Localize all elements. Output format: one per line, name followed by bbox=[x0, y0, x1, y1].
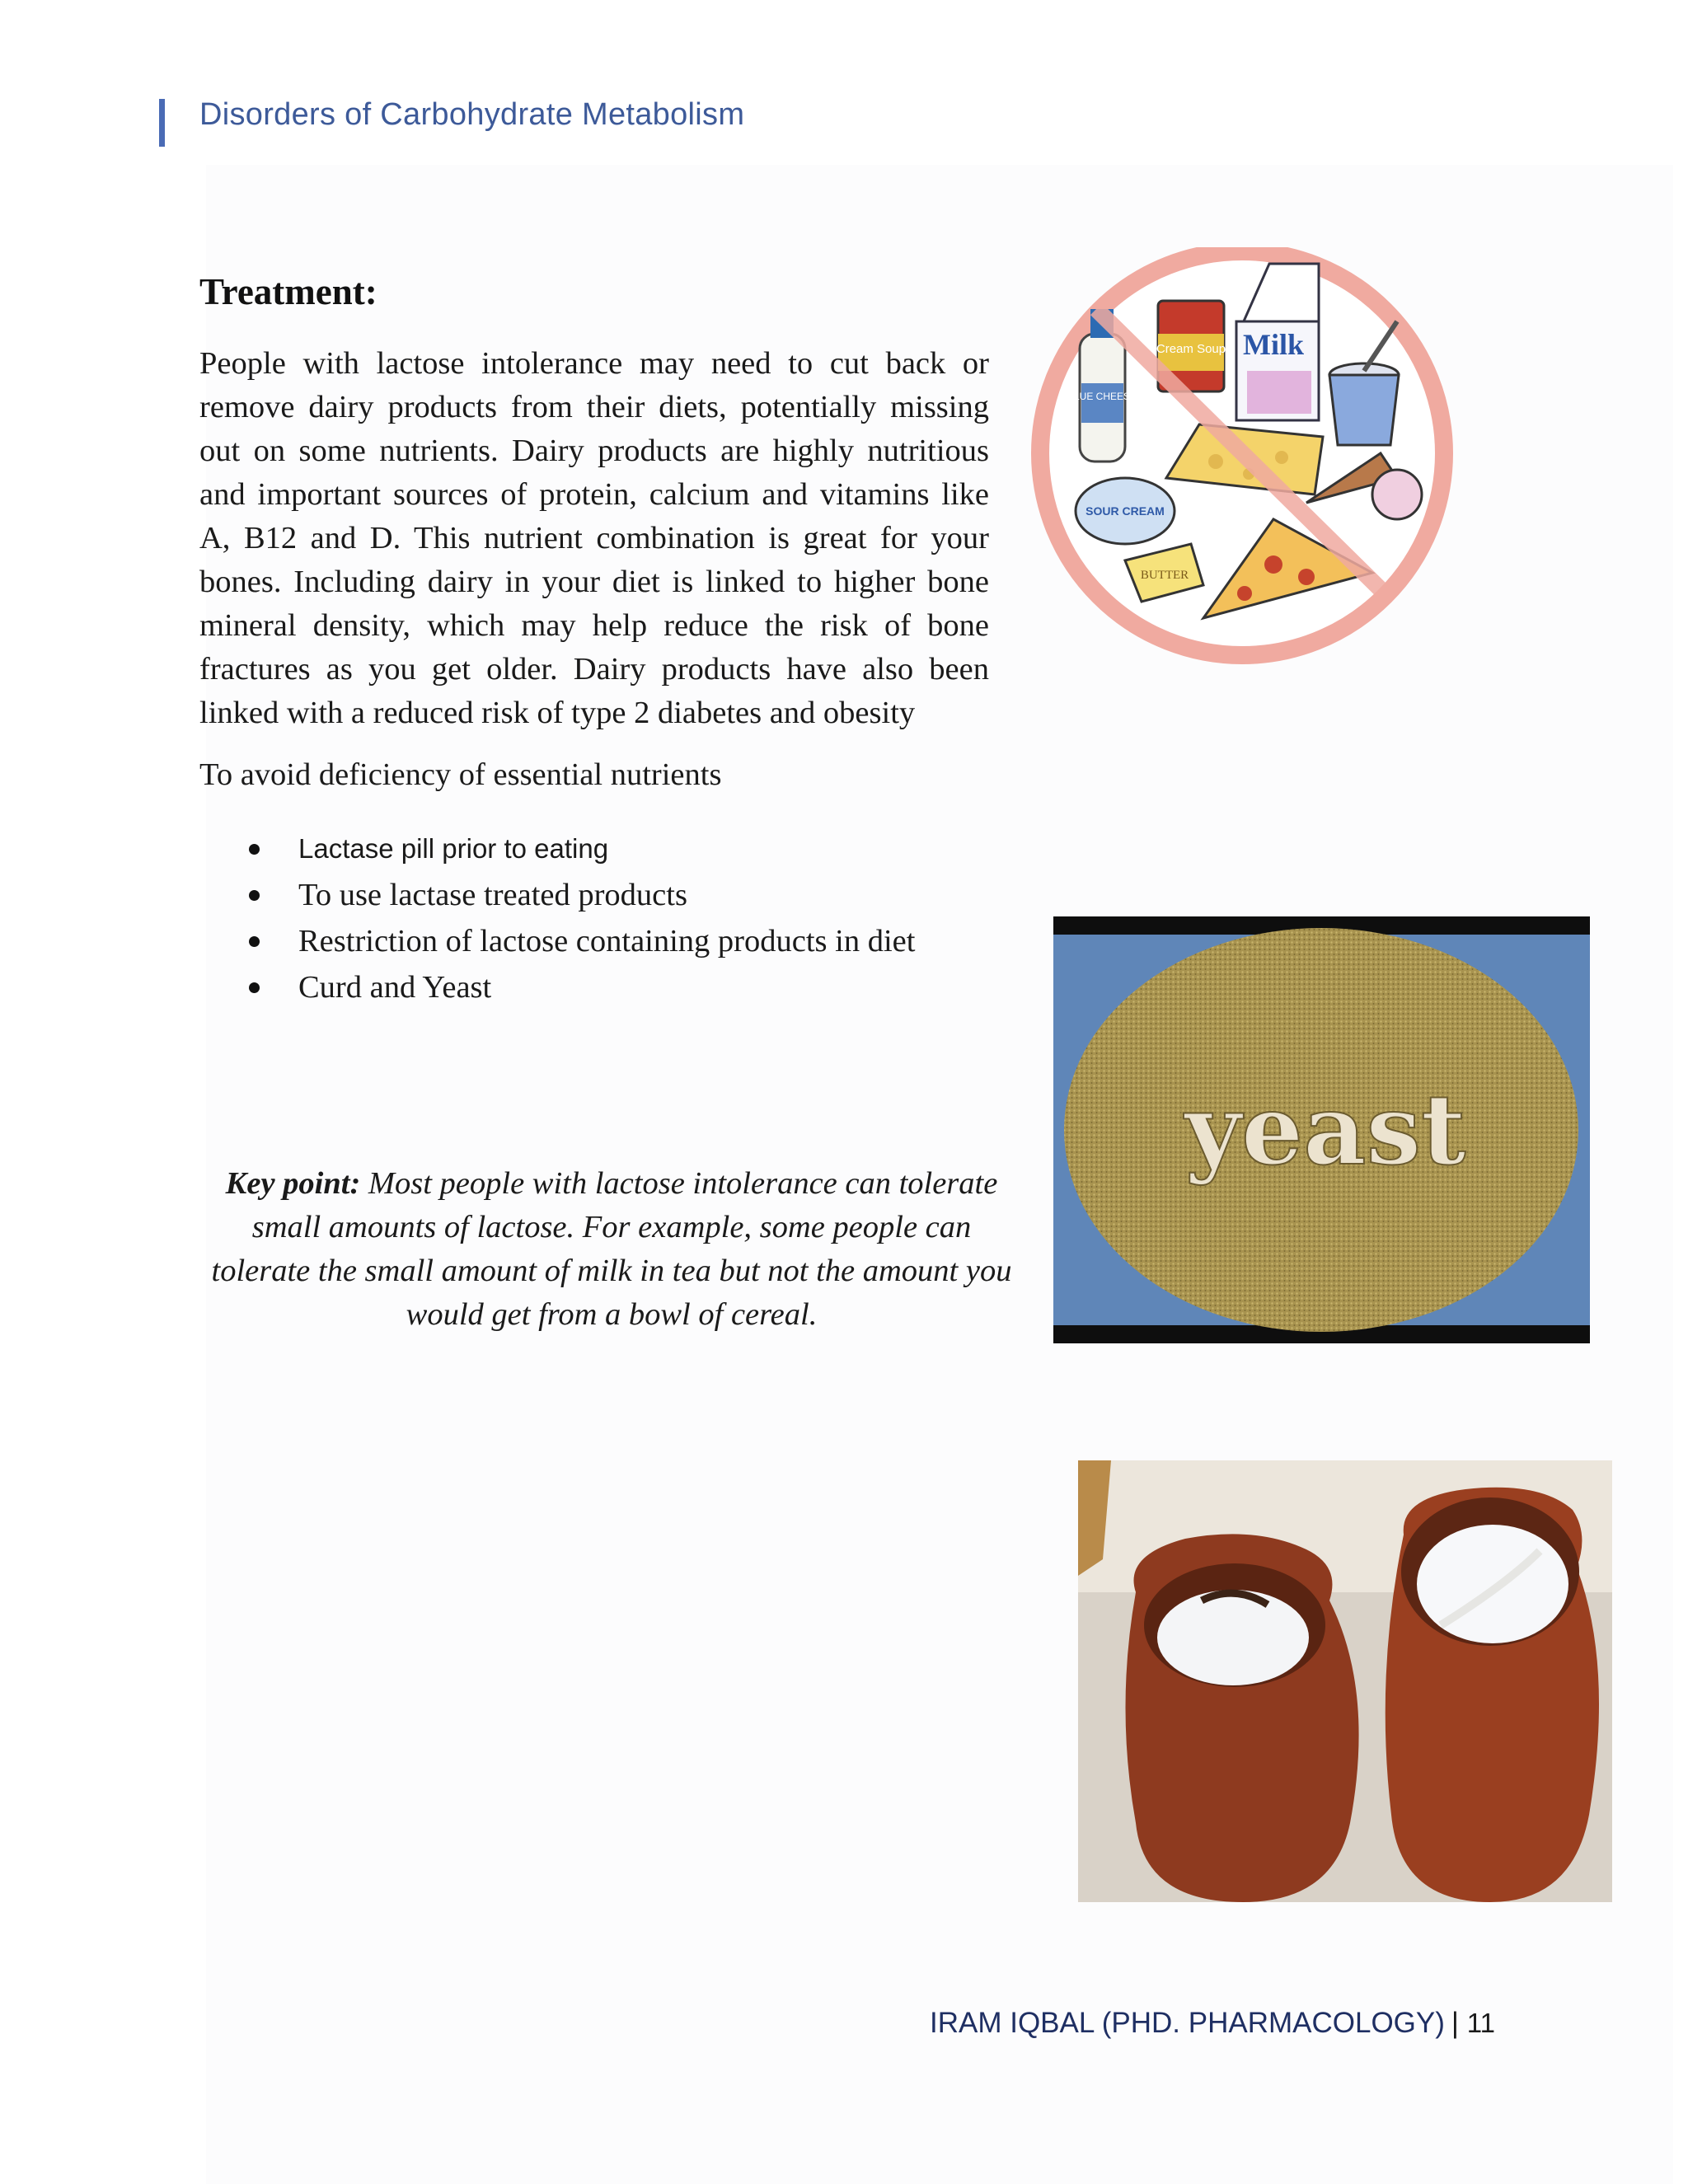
header-accent-bar bbox=[159, 99, 165, 147]
milk-label: Milk bbox=[1242, 328, 1305, 361]
list-item-text: To use lactase treated products bbox=[298, 878, 687, 912]
nutrients-subheading: To avoid deficiency of essential nutrients bbox=[199, 757, 722, 792]
bullet-icon bbox=[249, 890, 260, 901]
no-dairy-illustration bbox=[1026, 247, 1471, 668]
header-title: Disorders of Carbohydrate Metabolism bbox=[199, 97, 745, 132]
footer-separator: | bbox=[1451, 2007, 1460, 2039]
list-item-text: Lactase pill prior to eating bbox=[298, 833, 609, 864]
list-item bbox=[239, 964, 915, 1010]
key-point-label: Key point: bbox=[225, 1166, 361, 1201]
cheese-label: BLUE CHEESE bbox=[1067, 391, 1137, 402]
list-item-text: Restriction of lactose containing products in diet bbox=[298, 924, 916, 958]
soup-label: Cream Soup bbox=[1156, 342, 1226, 356]
curd-pots-photo bbox=[1078, 1460, 1612, 1902]
key-point-note bbox=[199, 1162, 1024, 1337]
list-item bbox=[239, 872, 915, 918]
section-heading: Treatment: bbox=[199, 271, 377, 312]
list-item-text: Curd and Yeast bbox=[298, 970, 492, 1005]
footer-author: IRAM IQBAL (PHD. PHARMACOLOGY) bbox=[930, 2007, 1445, 2039]
bullet-icon bbox=[249, 982, 260, 993]
page-footer bbox=[930, 2007, 1495, 2040]
sour-cream-label: SOUR CREAM bbox=[1085, 504, 1165, 518]
list-item bbox=[239, 918, 915, 964]
yeast-word: yeast bbox=[1184, 1072, 1466, 1187]
treatment-paragraph: People with lactose intolerance may need to cut back or remove dairy products from their diets, potentially missing out on some nutrients. Dairy products are highly nutritious and important sources of protein, calcium and vitamins like A, B12 and D. This nutrient combination is great for your bones. Including dairy in your diet is linked to higher bone mineral density, which may help reduce the risk of bone fractures as you get older. Dairy products have also been linked with a reduced risk of type 2 diabetes and obesity bbox=[199, 346, 989, 730]
treatment-list bbox=[239, 826, 915, 1010]
bullet-icon bbox=[249, 844, 260, 855]
page-number: 11 bbox=[1466, 2008, 1496, 2038]
yeast-photo bbox=[1053, 916, 1590, 1343]
key-point-text: Most people with lactose intolerance can tolerate small amounts of lactose. For example, some people can tolerate the small amount of milk in tea but not the amount you would get from a bowl of cereal. bbox=[211, 1166, 1012, 1332]
butter-label: BUTTER bbox=[1140, 569, 1189, 582]
bullet-icon bbox=[249, 936, 260, 947]
list-item bbox=[239, 826, 915, 872]
